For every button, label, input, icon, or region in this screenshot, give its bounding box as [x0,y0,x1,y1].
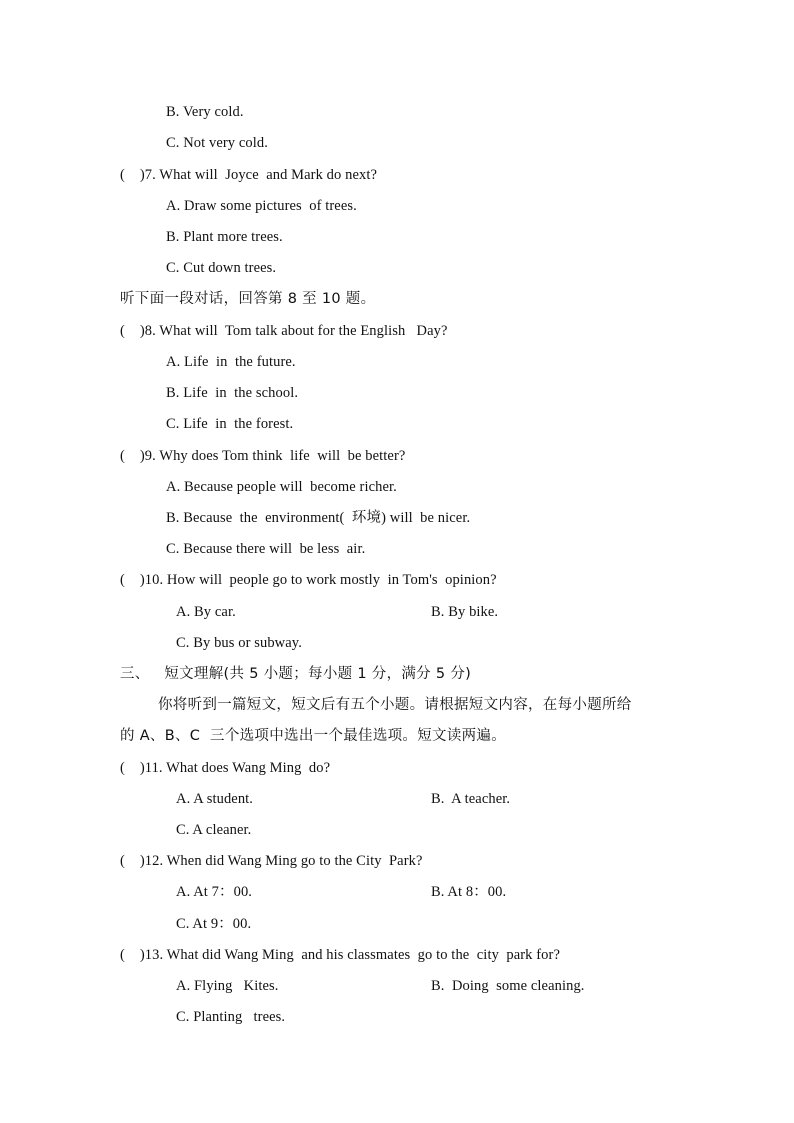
q7-option-b: B. Plant more trees. [166,229,283,245]
q6-option-b: B. Very cold. [166,104,244,120]
section-3-instruction-line-2: 的 A、B、C 三个选项中选出一个最佳选项。短文读两遍。 [120,728,507,744]
q12-option-c: C. At 9：00. [176,916,252,932]
q11-option-a: A. A student. [176,791,254,807]
q10-option-c: C. By bus or subway. [176,635,302,651]
q12-option-b: B. At 8：00. [431,884,507,900]
q7-option-a: A. Draw some pictures of trees. [166,198,357,214]
q9-option-b: B. Because the environment( 环境) will be nicer. [166,510,471,526]
dialogue-instruction: 听下面一段对话，回答第 8 至 10 题。 [120,291,376,307]
q13-option-c: C. Planting trees. [176,1009,286,1025]
q12-option-a: A. At 7：00. [176,884,253,900]
q13-option-b: B. Doing some cleaning. [431,978,585,994]
question-9: ( )9. Why does Tom think life will be better? [120,448,406,464]
q8-option-c: C. Life in the forest. [166,416,294,432]
q11-option-c: C. A cleaner. [176,822,252,838]
question-8: ( )8. What will Tom talk about for the English Day? [120,323,448,339]
section-3-title: 三、 短文理解(共 5 小题；每小题 1 分，满分 5 分) [120,666,472,682]
q10-option-b: B. By bike. [431,604,499,620]
q9-option-c: C. Because there will be less air. [166,541,366,557]
question-13: ( )13. What did Wang Ming and his classmates go to the city park for? [120,947,561,963]
question-10: ( )10. How will people go to work mostly in Tom's opinion? [120,572,497,588]
q13-option-a: A. Flying Kites. [176,978,279,994]
q8-option-b: B. Life in the school. [166,385,299,401]
section-3-instruction-line-1: 你将听到一篇短文，短文后有五个小题。请根据短文内容，在每小题所给 [158,697,632,713]
question-12: ( )12. When did Wang Ming go to the City Park? [120,853,423,869]
q10-option-a: A. By car. [176,604,236,620]
question-11: ( )11. What does Wang Ming do? [120,760,331,776]
q11-option-b: B. A teacher. [431,791,511,807]
question-7: ( )7. What will Joyce and Mark do next? [120,167,378,183]
q9-option-a: A. Because people will become richer. [166,479,397,495]
q7-option-c: C. Cut down trees. [166,260,277,276]
q8-option-a: A. Life in the future. [166,354,296,370]
q6-option-c: C. Not very cold. [166,135,268,151]
